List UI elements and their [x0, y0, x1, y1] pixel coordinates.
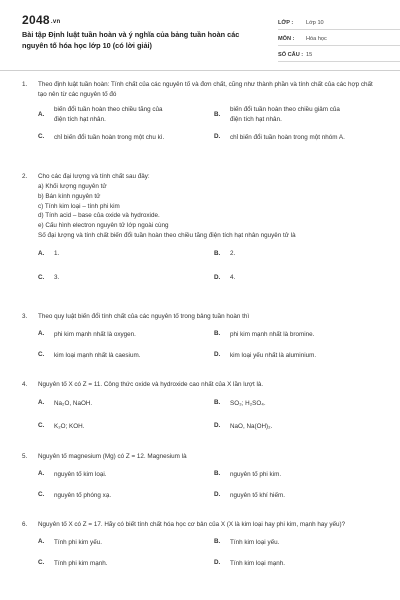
- option-b[interactable]: [214, 469, 378, 479]
- option-a[interactable]: [38, 537, 202, 547]
- option-text: phi kim mạnh nhất là oxygen.: [54, 330, 136, 338]
- question-text: Nguyên tố X có Z = 17. Hãy có biết tính chất hóa học cơ bản của X (X là kim loại hay phi kim, mạnh hay yếu)?: [38, 521, 346, 528]
- options: [22, 398, 378, 431]
- option-text: Tính kim loại yếu.: [230, 538, 280, 546]
- option-label: D.: [214, 133, 221, 141]
- option-text: nguyên tố phóng xạ.: [54, 491, 112, 499]
- option-text: nguyên tố kim loại.: [54, 470, 107, 478]
- option-label: A.: [38, 399, 45, 407]
- option-label: C.: [38, 491, 45, 499]
- option-text: 1.: [54, 250, 60, 258]
- option-label: B.: [214, 249, 221, 257]
- option-text: biến đổi tuần hoàn theo chiều tăng của điện tích hạt nhân.: [54, 106, 163, 123]
- question-6: [22, 520, 378, 569]
- option-c[interactable]: [38, 273, 202, 283]
- question-number: 2.: [22, 173, 28, 180]
- option-label: C.: [38, 351, 45, 359]
- question-text: Nguyên tố magnesium (Mg) có Z = 12. Magnesium là: [38, 453, 187, 460]
- question-text: Nguyên tố X có Z = 11. Công thức oxide và hydroxide cao nhất của X lần lượt là.: [38, 381, 264, 388]
- question-text: Cho các đại lượng và tính chất sau đây:: [38, 173, 150, 180]
- question-number: 4.: [22, 381, 28, 388]
- meta-row-lop: [278, 14, 400, 30]
- question-4: [22, 380, 378, 432]
- divider: [0, 70, 400, 71]
- option-text: SO₃; H₂SO₄.: [230, 399, 266, 407]
- option-label: A.: [38, 249, 45, 257]
- option-text: chỉ biến đổi tuần hoàn trong một chu kì.: [54, 133, 165, 141]
- option-text: chỉ biến đổi tuần hoàn trong một nhóm A.: [230, 133, 345, 141]
- option-d[interactable]: [214, 558, 378, 568]
- option-text: nguyên tố khí hiếm.: [230, 491, 285, 499]
- statement-e: e) Cấu hình electron nguyên tử lớp ngoài cùng: [38, 222, 169, 230]
- option-b[interactable]: [214, 249, 378, 259]
- question-number: 5.: [22, 453, 28, 460]
- statement-d: d) Tính acid – base của oxide và hydroxide.: [38, 212, 160, 220]
- lop-value: Lớp 10: [306, 20, 324, 26]
- option-text: phi kim mạnh nhất là bromine.: [230, 330, 315, 338]
- statement-b: b) Bán kính nguyên tử: [38, 192, 101, 200]
- option-label: D.: [214, 559, 221, 567]
- option-label: A.: [38, 470, 45, 478]
- option-text: biến đổi tuần hoàn theo chiều giảm của điện tích hạt nhân.: [230, 106, 340, 123]
- option-text: Na₂O, NaOH.: [54, 399, 93, 407]
- option-label: D.: [214, 351, 221, 359]
- option-c[interactable]: [38, 421, 202, 431]
- question-number: 3.: [22, 313, 28, 320]
- option-text: 3.: [54, 274, 60, 282]
- option-label: C.: [38, 273, 45, 281]
- option-label: A.: [38, 330, 45, 338]
- question-number: 6.: [22, 521, 28, 528]
- question-prompt: Số đại lượng và tính chất biến đổi tuần hoàn theo chiều tăng điện tích hạt nhân nguyên tử là: [38, 231, 296, 239]
- option-b[interactable]: [214, 537, 378, 547]
- option-b[interactable]: [214, 398, 378, 408]
- option-b[interactable]: [214, 329, 378, 339]
- option-c[interactable]: [38, 350, 202, 360]
- option-label: B.: [214, 470, 221, 478]
- option-label: B.: [214, 538, 221, 546]
- option-text: kim loại yếu nhất là aluminium.: [230, 351, 317, 359]
- lop-label: LỚP :: [278, 20, 294, 26]
- header: [22, 0, 378, 60]
- option-text: Tính phi kim mạnh.: [54, 559, 108, 567]
- options: [22, 537, 378, 568]
- option-a[interactable]: [38, 329, 202, 339]
- option-d[interactable]: [214, 350, 378, 360]
- option-a[interactable]: [38, 398, 202, 408]
- option-label: B.: [214, 399, 221, 407]
- question-1: [22, 80, 378, 142]
- option-label: C.: [38, 133, 45, 141]
- brand-suffix: .vn: [50, 19, 61, 25]
- socau-value: 15: [306, 52, 313, 58]
- options: [22, 105, 378, 142]
- question-body: [22, 182, 378, 241]
- option-label: D.: [214, 273, 221, 281]
- option-a[interactable]: [38, 105, 202, 124]
- meta-box: [278, 14, 400, 62]
- option-a[interactable]: [38, 469, 202, 479]
- option-text: Tính phi kim yếu.: [54, 538, 102, 546]
- option-c[interactable]: [38, 132, 202, 142]
- options: [22, 249, 378, 283]
- worksheet-title: Bài tập Định luật tuần hoàn và ý nghĩa của bảng tuần hoàn các nguyên tố hóa học lớp 10 (có lời giải): [22, 30, 240, 50]
- question-number: 1.: [22, 81, 28, 88]
- options: [22, 469, 378, 500]
- option-d[interactable]: [214, 421, 378, 431]
- meta-row-socau: [278, 46, 400, 62]
- option-label: B.: [214, 330, 221, 338]
- option-label: D.: [214, 422, 221, 430]
- option-d[interactable]: [214, 273, 378, 283]
- option-label: C.: [38, 559, 45, 567]
- mon-label: MÔN :: [278, 36, 295, 42]
- option-label: C.: [38, 422, 45, 430]
- question-text: Theo quy luật biến đổi tính chất của các nguyên tố trong bảng tuần hoàn thì: [38, 313, 250, 320]
- brand-name: 2048: [22, 13, 50, 27]
- option-text: nguyên tố phi kim.: [230, 470, 282, 478]
- socau-label: SỐ CÂU :: [278, 52, 304, 58]
- option-label: A.: [38, 110, 45, 118]
- question-2: [22, 172, 378, 283]
- option-c[interactable]: [38, 490, 202, 500]
- option-text: 2.: [230, 250, 236, 258]
- option-label: A.: [38, 538, 45, 546]
- brand-logo: [22, 13, 60, 27]
- meta-row-mon: [278, 30, 400, 46]
- option-label: B.: [214, 110, 221, 118]
- option-text: kim loại mạnh nhất là caesium.: [54, 351, 141, 359]
- statement-a: a) Khối lượng nguyên tử: [38, 183, 107, 191]
- option-d[interactable]: [214, 132, 378, 142]
- mon-value: Hóa học: [306, 36, 327, 42]
- option-a[interactable]: [38, 249, 202, 259]
- question-5: [22, 452, 378, 501]
- option-text: K₂O; KOH.: [54, 422, 85, 430]
- option-d[interactable]: [214, 490, 378, 500]
- option-text: 4.: [230, 274, 236, 282]
- option-text: Tính kim loại mạnh.: [230, 559, 285, 567]
- statement-c: c) Tính kim loại – tính phi kim: [38, 202, 120, 210]
- options: [22, 329, 378, 360]
- question-3: [22, 312, 378, 361]
- option-b[interactable]: [214, 105, 378, 124]
- question-text: Theo định luật tuần hoàn: Tính chất của các nguyên tố và đơn chất, cũng như thành phần và tính chất của các hợp chất tạo nên từ các nguyên tố đó: [38, 81, 373, 99]
- option-label: D.: [214, 491, 221, 499]
- option-text: NaO, Na(OH)₂.: [230, 422, 273, 430]
- option-c[interactable]: [38, 558, 202, 568]
